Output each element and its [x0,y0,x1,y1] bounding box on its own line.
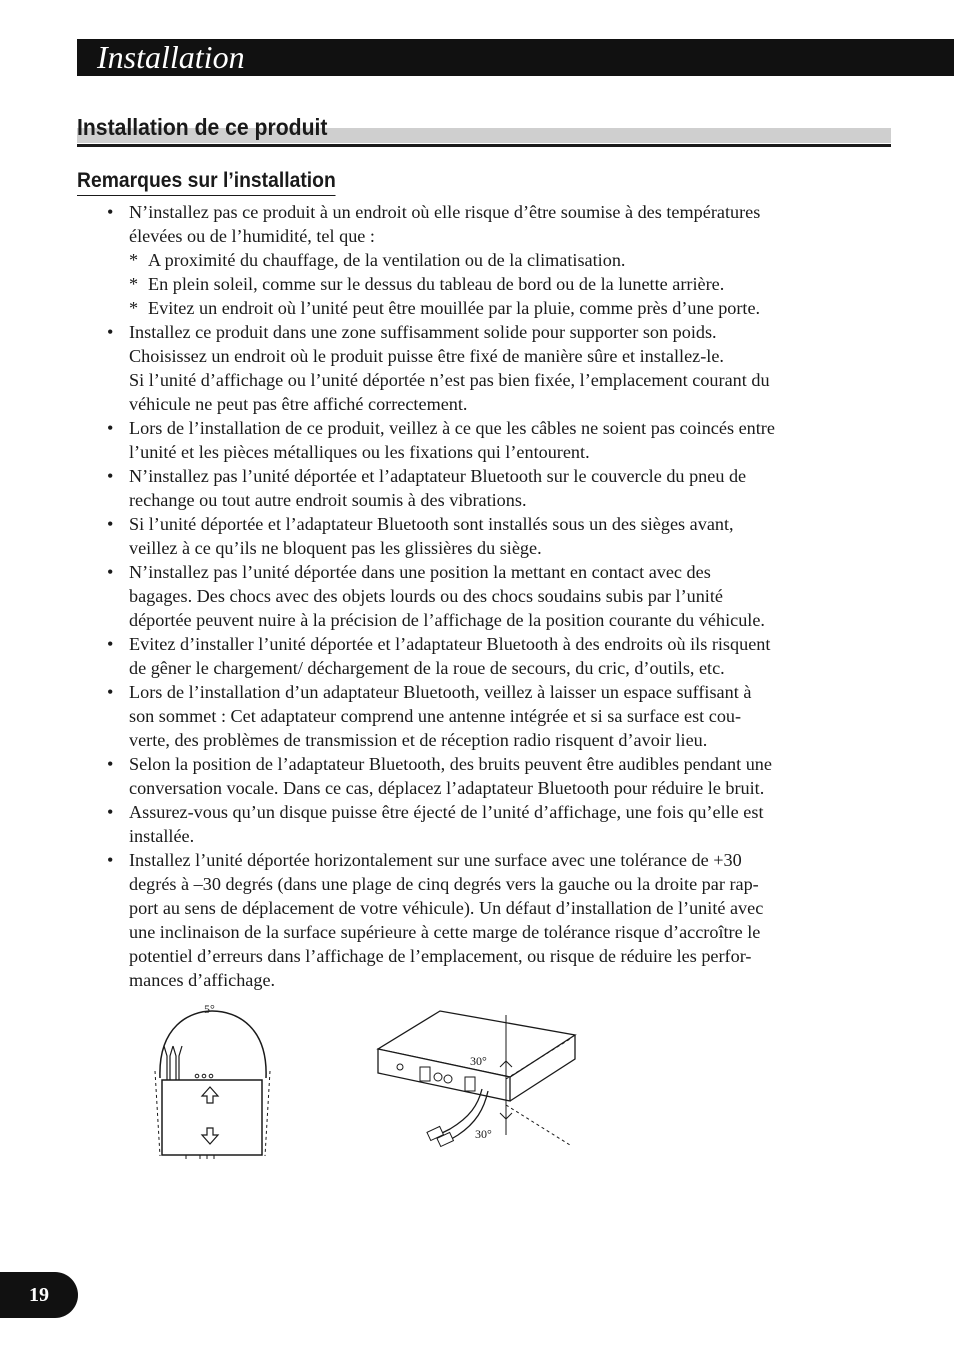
bullet-item [77,416,877,464]
section-rule [77,144,891,147]
bullet-text-line: Lors de l’installation de ce produit, veillez à ce que les câbles ne soient pas coincés entre [129,418,775,438]
bullet-text-line: verte, des problèmes de transmission et de réception radio risquent d’avoir lieu. [129,730,708,750]
sub-list [129,248,877,320]
bullet-text-line: l’unité et les pièces métalliques ou les fixations qui l’entourent. [129,442,590,462]
bullet-marker: • [107,802,114,822]
bullet-marker: • [107,466,114,486]
bullet-text-line: Installez ce produit dans une zone suffisamment solide pour supporter son poids. [129,322,717,342]
figure-top-view [150,996,280,1166]
bullet-item [77,680,877,752]
bullet-item [77,848,877,992]
bullet-text-line: Lors de l’installation d’un adaptateur Bluetooth, veillez à laisser un espace suffisant à [129,682,752,702]
bullet-text-line: déportée peuvent nuire à la précision de l’affichage de la position courante du véhicule. [129,610,765,630]
bullet-text-line: degrés à –30 degrés (dans une plage de cinq degrés vers la gauche ou la droite par rap- [129,874,759,894]
bullet-text-line: port au sens de déplacement de votre véhicule). Un défaut d’installation de l’unité avec [129,898,764,918]
bullet-text-line: installée. [129,826,195,846]
sub-item [129,248,877,272]
bullet-marker: • [107,514,114,534]
figure-side-view [370,1005,580,1155]
bullet-item [77,320,877,416]
bullet-marker: • [107,418,114,438]
bullet-text-line: son sommet : Cet adaptateur comprend une antenne intégrée et si sa surface est cou- [129,706,742,726]
bullet-item [77,752,877,800]
bullet-text-line: Choisissez un endroit où le produit puisse être fixé de manière sûre et installez-le. [129,346,724,366]
bullet-text-line: une inclinaison de la surface supérieure à cette marge de tolérance risque d’accroître le [129,922,761,942]
bullet-marker: • [107,322,114,342]
subsection-title: Remarques sur l’installation [77,168,336,196]
bullet-text-line: N’installez pas l’unité déportée dans une position la mettant en contact avec des [129,562,711,582]
bullet-text-line: bagages. Des chocs avec des objets lourds ou des chocs soudains subis par l’unité [129,586,723,606]
bullet-text-line: Si l’unité déportée et l’adaptateur Bluetooth sont installés sous un des sièges avant, [129,514,734,534]
bullet-text-line: conversation vocale. Dans ce cas, déplacez l’adaptateur Bluetooth pour réduire le bruit. [129,778,765,798]
bullet-text-line: Si l’unité d’affichage ou l’unité déportée n’est pas bien fixée, l’emplacement courant du [129,370,770,390]
top-view-diagram [150,996,280,1166]
bullet-text-line: Evitez d’installer l’unité déportée et l’adaptateur Bluetooth à des endroits où ils risquent [129,634,771,654]
angle-label-30-bottom: 30° [475,1127,492,1141]
bullet-text-line: Installez l’unité déportée horizontalement sur une surface avec une tolérance de +30 [129,850,742,870]
bullet-text-line: véhicule ne peut pas être affiché correctement. [129,394,468,414]
bullet-text-line: de gêner le chargement/ déchargement de la roue de secours, du cric, d’outils, etc. [129,658,725,678]
chapter-title: Installation [97,39,245,75]
section-heading [77,112,891,148]
sub-marker: * [129,250,139,270]
subsection-heading [77,168,358,196]
angle-label-5: 5° [204,1002,215,1016]
bullet-list [77,200,877,992]
installation-notes [77,200,877,992]
bullet-text-line: N’installez pas ce produit à un endroit où elle risque d’être soumise à des températures [129,202,761,222]
bullet-marker: • [107,850,114,870]
bullet-text-line: élevées ou de l’humidité, tel que : [129,226,375,246]
header-bar [77,39,954,76]
bullet-text-line: Assurez-vous qu’un disque puisse être éjecté de l’unité d’affichage, une fois qu’elle est [129,802,764,822]
bullet-marker: • [107,202,114,222]
page-number: 19 [29,1284,49,1306]
bullet-marker: • [107,634,114,654]
bullet-text-line: veillez à ce qu’ils ne bloquent pas les glissières du siège. [129,538,542,558]
bullet-text-line: rechange ou tout autre endroit soumis à des vibrations. [129,490,527,510]
sub-marker: * [129,274,139,294]
bullet-marker: • [107,562,114,582]
bullet-marker: • [107,754,114,774]
sub-item [129,296,877,320]
bullet-item [77,560,877,632]
bullet-text-line: Selon la position de l’adaptateur Bluetooth, des bruits peuvent être audibles pendant une [129,754,772,774]
bullet-item [77,200,877,320]
bullet-item [77,800,877,848]
bullet-text-line: potentiel d’erreurs dans l’affichage de l’emplacement, ou risque de réduire les perfor- [129,946,752,966]
bullet-marker: • [107,682,114,702]
bullet-item [77,632,877,680]
section-title: Installation de ce produit [77,114,328,140]
bullet-text-line: mances d’affichage. [129,970,276,990]
sub-item [129,272,877,296]
page-number-tab [0,1272,78,1318]
sub-item-text: Evitez un endroit où l’unité peut être mouillée par la pluie, comme près d’une porte. [148,298,761,318]
bullet-item [77,464,877,512]
side-view-diagram [370,1005,580,1155]
sub-item-text: En plein soleil, comme sur le dessus du tableau de bord ou de la lunette arrière. [148,274,725,294]
bullet-item [77,512,877,560]
bullet-text-line: N’installez pas l’unité déportée et l’adaptateur Bluetooth sur le couvercle du pneu de [129,466,747,486]
sub-item-text: A proximité du chauffage, de la ventilation ou de la climatisation. [148,250,626,270]
sub-marker: * [129,298,139,318]
angle-label-30-top: 30° [470,1054,487,1068]
